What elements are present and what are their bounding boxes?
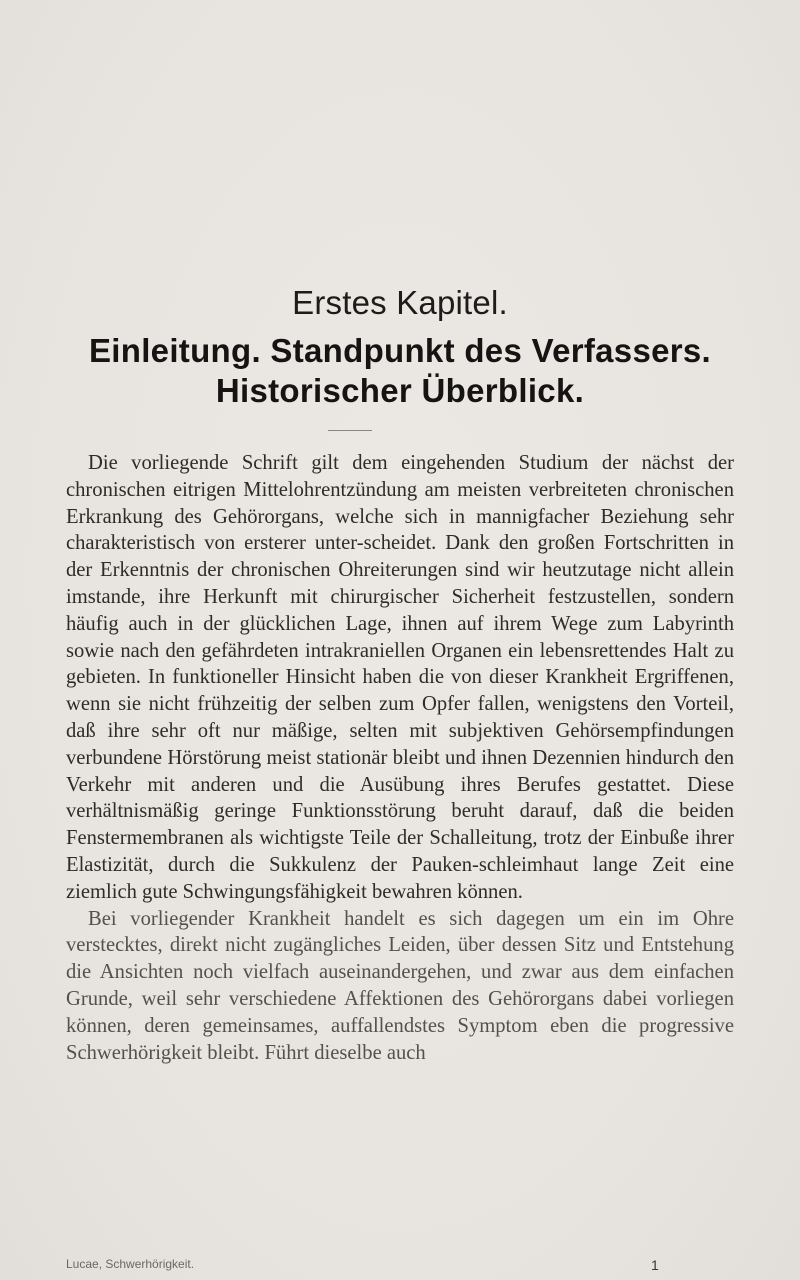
chapter-title-line-2: Historischer Überblick. <box>215 372 585 409</box>
paragraph-2: Bei vorliegender Krankheit handelt es sich dagegen um ein im Ohre verstecktes, direkt nicht zugängliches Leiden, über dessen Sitz und Entstehung die Ansichten noch vielfach auseinandergehen, und zwar aus dem einfachen Grunde, weil sehr verschiedene Affektionen des Gehörorgans dabei vorliegen können, deren gemeinsames, auffallendstes Symptom eben die progressive Schwerhörigkeit bleibt. Führt dieselbe auch <box>66 907 734 1064</box>
paragraph-1: Die vorliegende Schrift gilt dem eingehenden Studium der nächst der chronischen eitrigen Mittelohrentzündung am meisten verbreiteten chronischen Erkrankung des Gehörorgans, welche sich in mannigfacher Beziehung sehr charakteristisch von ersterer unter-scheidet. Dank den großen Fortschritten in der Erkenntnis der chronischen Ohreiterungen sind wir heutzutage nicht allein imstande, ihre Herkunft mit chirurgischer Sicherheit festzustellen, sondern häufig auch in der glücklichen Lage, ihnen auf ihrem Wege zum Labyrinth sowie nach den gefährdeten intrakraniellen Organen ein lebensrettendes Halt zu gebieten. In funktioneller Hinsicht haben die von dieser Krankheit Ergriffenen, wenn sie nicht frühzeitig der selben zum Opfer fallen, wenigstens den Vorteil, daß ihre sehr oft nur mäßige, selten mit subjektiven Gehörsempfindungen verbundene Hörstörung meist stationär bleibt und ihnen Dezennien hindurch den Verkehr mit anderen und die Ausübung ihres Berufes gestattet. Diese verhältnismäßig geringe Funktionsstörung beruht darauf, daß die beiden Fenstermembranen als wichtigste Teile der Schalleitung, trotz der Einbuße ihrer Elastizität, durch die Sukkulenz der Pauken-schleimhaut lange Zeit eine ziemlich gute Schwingungsfähigkeit bewahren können. <box>66 452 734 903</box>
page-number: 1 <box>651 1257 659 1273</box>
chapter-title-line-1: Einleitung. Standpunkt des Verfassers. <box>88 332 712 369</box>
chapter-heading: Erstes Kapitel. <box>292 284 508 321</box>
footer-reference: Lucae, Schwerhörigkeit. <box>66 1257 195 1271</box>
divider-rule <box>328 430 372 431</box>
page-footer <box>66 1257 734 1275</box>
body-text <box>66 450 734 1066</box>
